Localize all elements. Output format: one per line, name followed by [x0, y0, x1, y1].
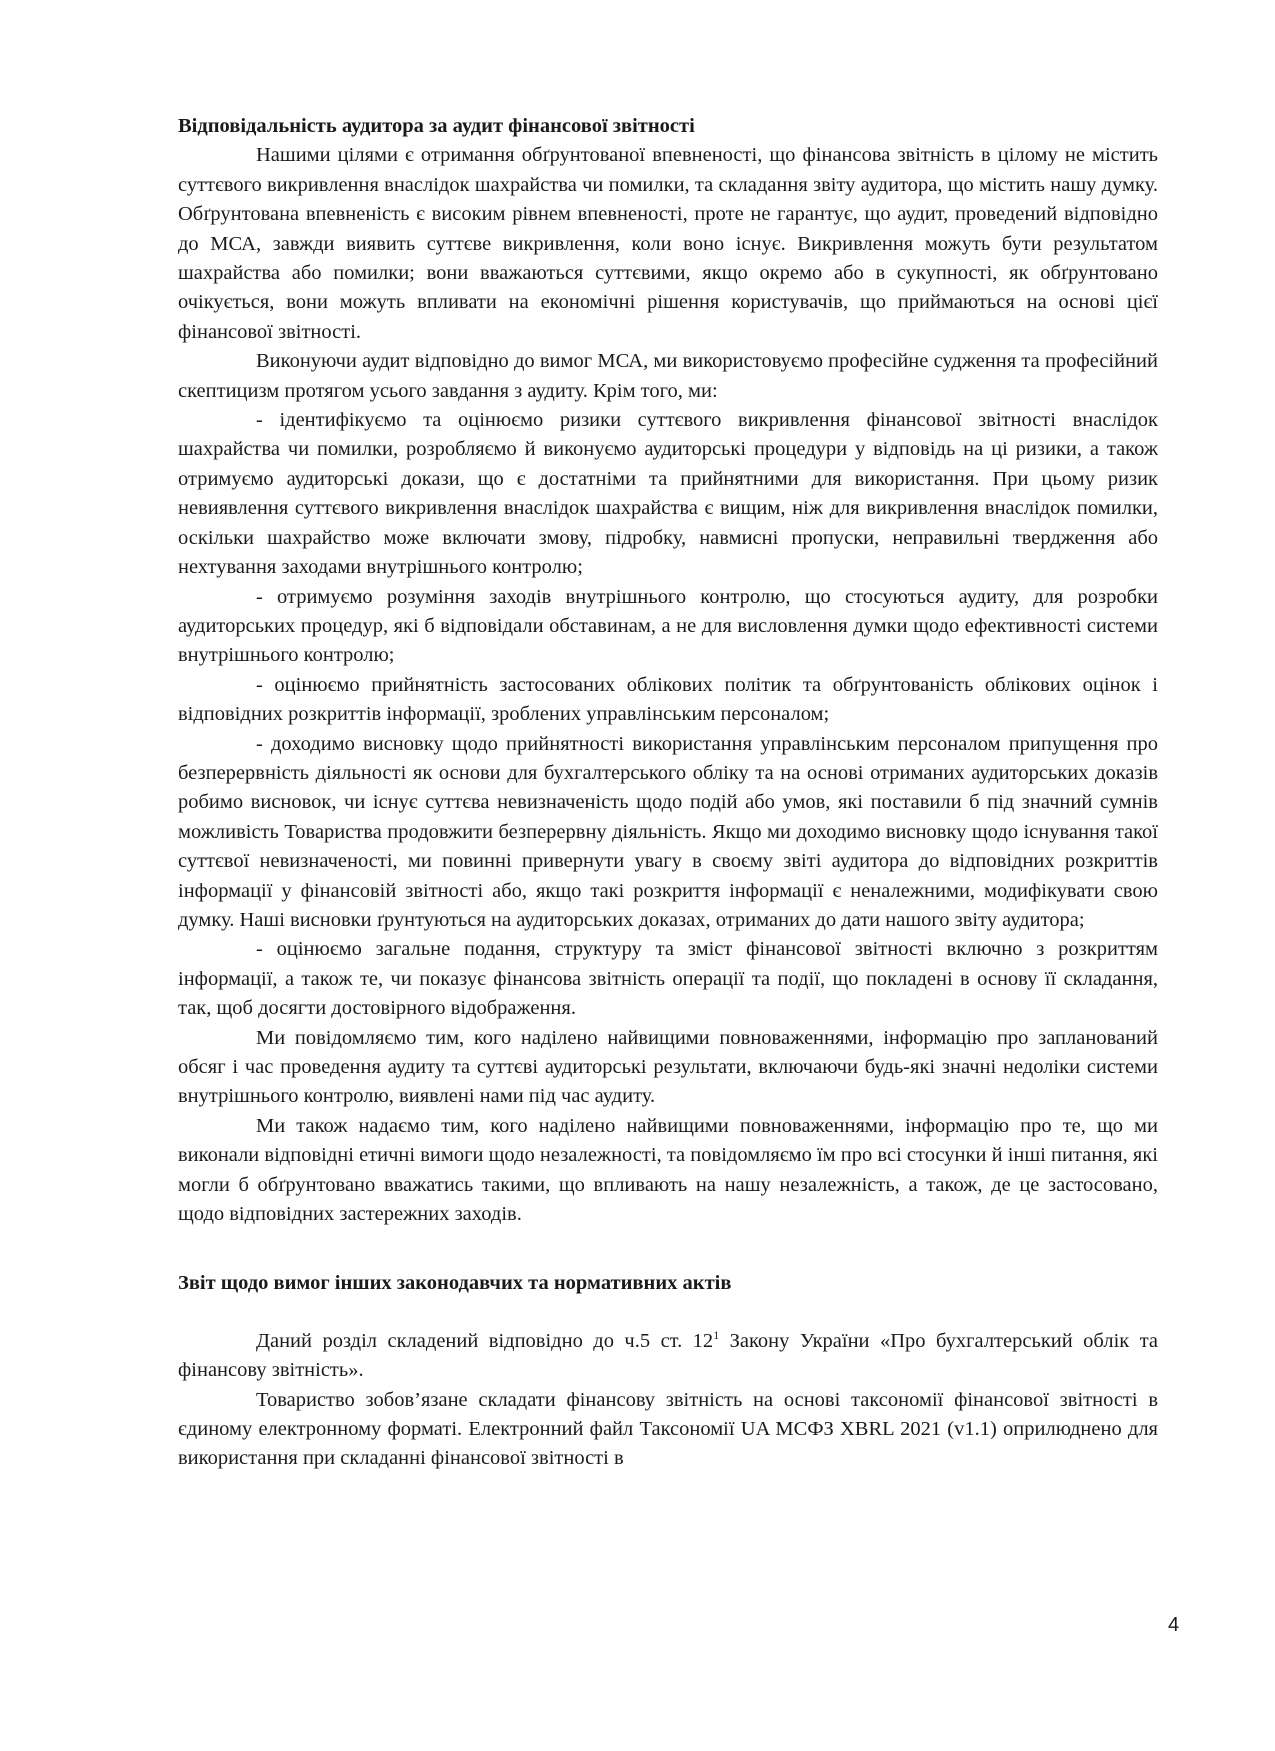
list-item-overall-presentation: - оцінюємо загальне подання, структуру та зміст фінансової звітності включно з розкриттям інформації, а також те, чи показує фінансова звітність операції та події, що покладені в основу її складання, так, щоб досягти достовірного відображення.	[178, 938, 1158, 1020]
paragraph-objectives: Нашими цілями є отримання обґрунтованої впевненості, що фінансова звітність в цілому не містить суттєвого викривлення внаслідок шахрайства чи помилки, та складання звіту аудитора, що містить нашу думку. Обґрунтована впевненість є високим рівнем впевненості, проте не гарантує, що аудит, проведений відповідно до МСА, завжди виявить суттєве викривлення, коли воно існує. Викривлення можуть бути результатом шахрайства або помилки; вони вважаються суттєвими, якщо окремо або в сукупності, як обґрунтовано очікується, вони можуть впливати на економічні рішення користувачів, що приймаються на основі цієї фінансової звітності.	[178, 144, 1158, 343]
section-heading-auditor-responsibility: Відповідальність аудитора за аудит фінансової звітності	[178, 115, 695, 137]
heading-spacer	[178, 1299, 1158, 1327]
paragraph-independence: Ми також надаємо тим, кого наділено найвищими повноваженнями, інформацію про те, що ми виконали відповідні етичні вимоги щодо незалежності, та повідомляємо їм про всі стосунки й інші питання, які могли б обґрунтовано вважатись такими, що впливають на нашу незалежність, а також, де це застосовано, щодо відповідних застережних заходів.	[178, 1114, 1158, 1226]
section-spacer	[178, 1229, 1158, 1269]
paragraph-audit-approach: Виконуючи аудит відповідно до вимог МСА, ми використовуємо професійне судження та професійний скептицизм протягом усього завдання з аудиту. Крім того, ми:	[178, 350, 1158, 402]
list-item-internal-control: - отримуємо розуміння заходів внутрішнього контролю, що стосуються аудиту, для розробки аудиторських процедур, які б відповідали обставинам, а не для висловлення думки щодо ефективності системи внутрішнього контролю;	[178, 585, 1158, 667]
legal-basis-text-end: Закону України «Про бухгалтерський облік та фінансову звітність».	[178, 1329, 1158, 1382]
paragraph-communication: Ми повідомляємо тим, кого наділено найвищими повноваженнями, інформацію про запланований обсяг і час проведення аудиту та суттєві аудиторські результати, включаючи будь-які значні недоліки системи внутрішнього контролю, виявлені нами під час аудиту.	[178, 1026, 1158, 1108]
section-heading-other-legal-requirements: Звіт щодо вимог інших законодавчих та нормативних актів	[178, 1272, 732, 1295]
legal-basis-text-start: Даний розділ складений відповідно до ч.5 ст. 12	[256, 1329, 714, 1352]
list-item-identify-risks: - ідентифікуємо та оцінюємо ризики суттєвого викривлення фінансової звітності внаслідок шахрайства чи помилки, розробляємо й виконуємо аудиторські процедури у відповідь на ці ризики, а також отримуємо аудиторські докази, що є достатніми та прийнятними для використання. При цьому ризик невиявлення суттєвого викривлення внаслідок шахрайства є вищим, ніж для викривлення внаслідок помилки, оскільки шахрайство може включати змову, підробку, навмисні пропуски, неправильні твердження або нехтування заходами внутрішнього контролю;	[178, 409, 1158, 579]
article-superscript: 1	[713, 1328, 720, 1343]
page-number: 4	[1168, 1614, 1180, 1636]
paragraph-xbrl-taxonomy: Товариство зобов’язане складати фінансову звітність на основі таксономії фінансової звітності в єдиному електронному форматі. Електронний файл Таксономії UA МСФЗ XBRL 2021 (v1.1) оприлюднено для використання при складанні фінансової звітності в	[178, 1388, 1158, 1470]
paragraph-legal-basis	[178, 1327, 1158, 1386]
list-item-going-concern: - доходимо висновку щодо прийнятності використання управлінським персоналом припущення про безперервність діяльності як основи для бухгалтерського обліку та на основі отриманих аудиторських доказів робимо висновок, чи існує суттєва невизначеність щодо подій або умов, які поставили б під значний сумнів можливість Товариства продовжити безперервну діяльність. Якщо ми доходимо висновку щодо існування такої суттєвої невизначеності, ми повинні привернути увагу в своєму звіті аудитора до відповідних розкриттів інформації у фінансовій звітності або, якщо такі розкриття інформації є неналежними, модифікувати свою думку. Наші висновки ґрунтуються на аудиторських доказах, отриманих до дати нашого звіту аудитора;	[178, 732, 1158, 931]
list-item-accounting-policies: - оцінюємо прийнятність застосованих облікових політик та обґрунтованість облікових оцінок і відповідних розкриттів інформації, зроблених управлінським персоналом;	[178, 673, 1158, 726]
document-body	[178, 112, 1158, 1474]
